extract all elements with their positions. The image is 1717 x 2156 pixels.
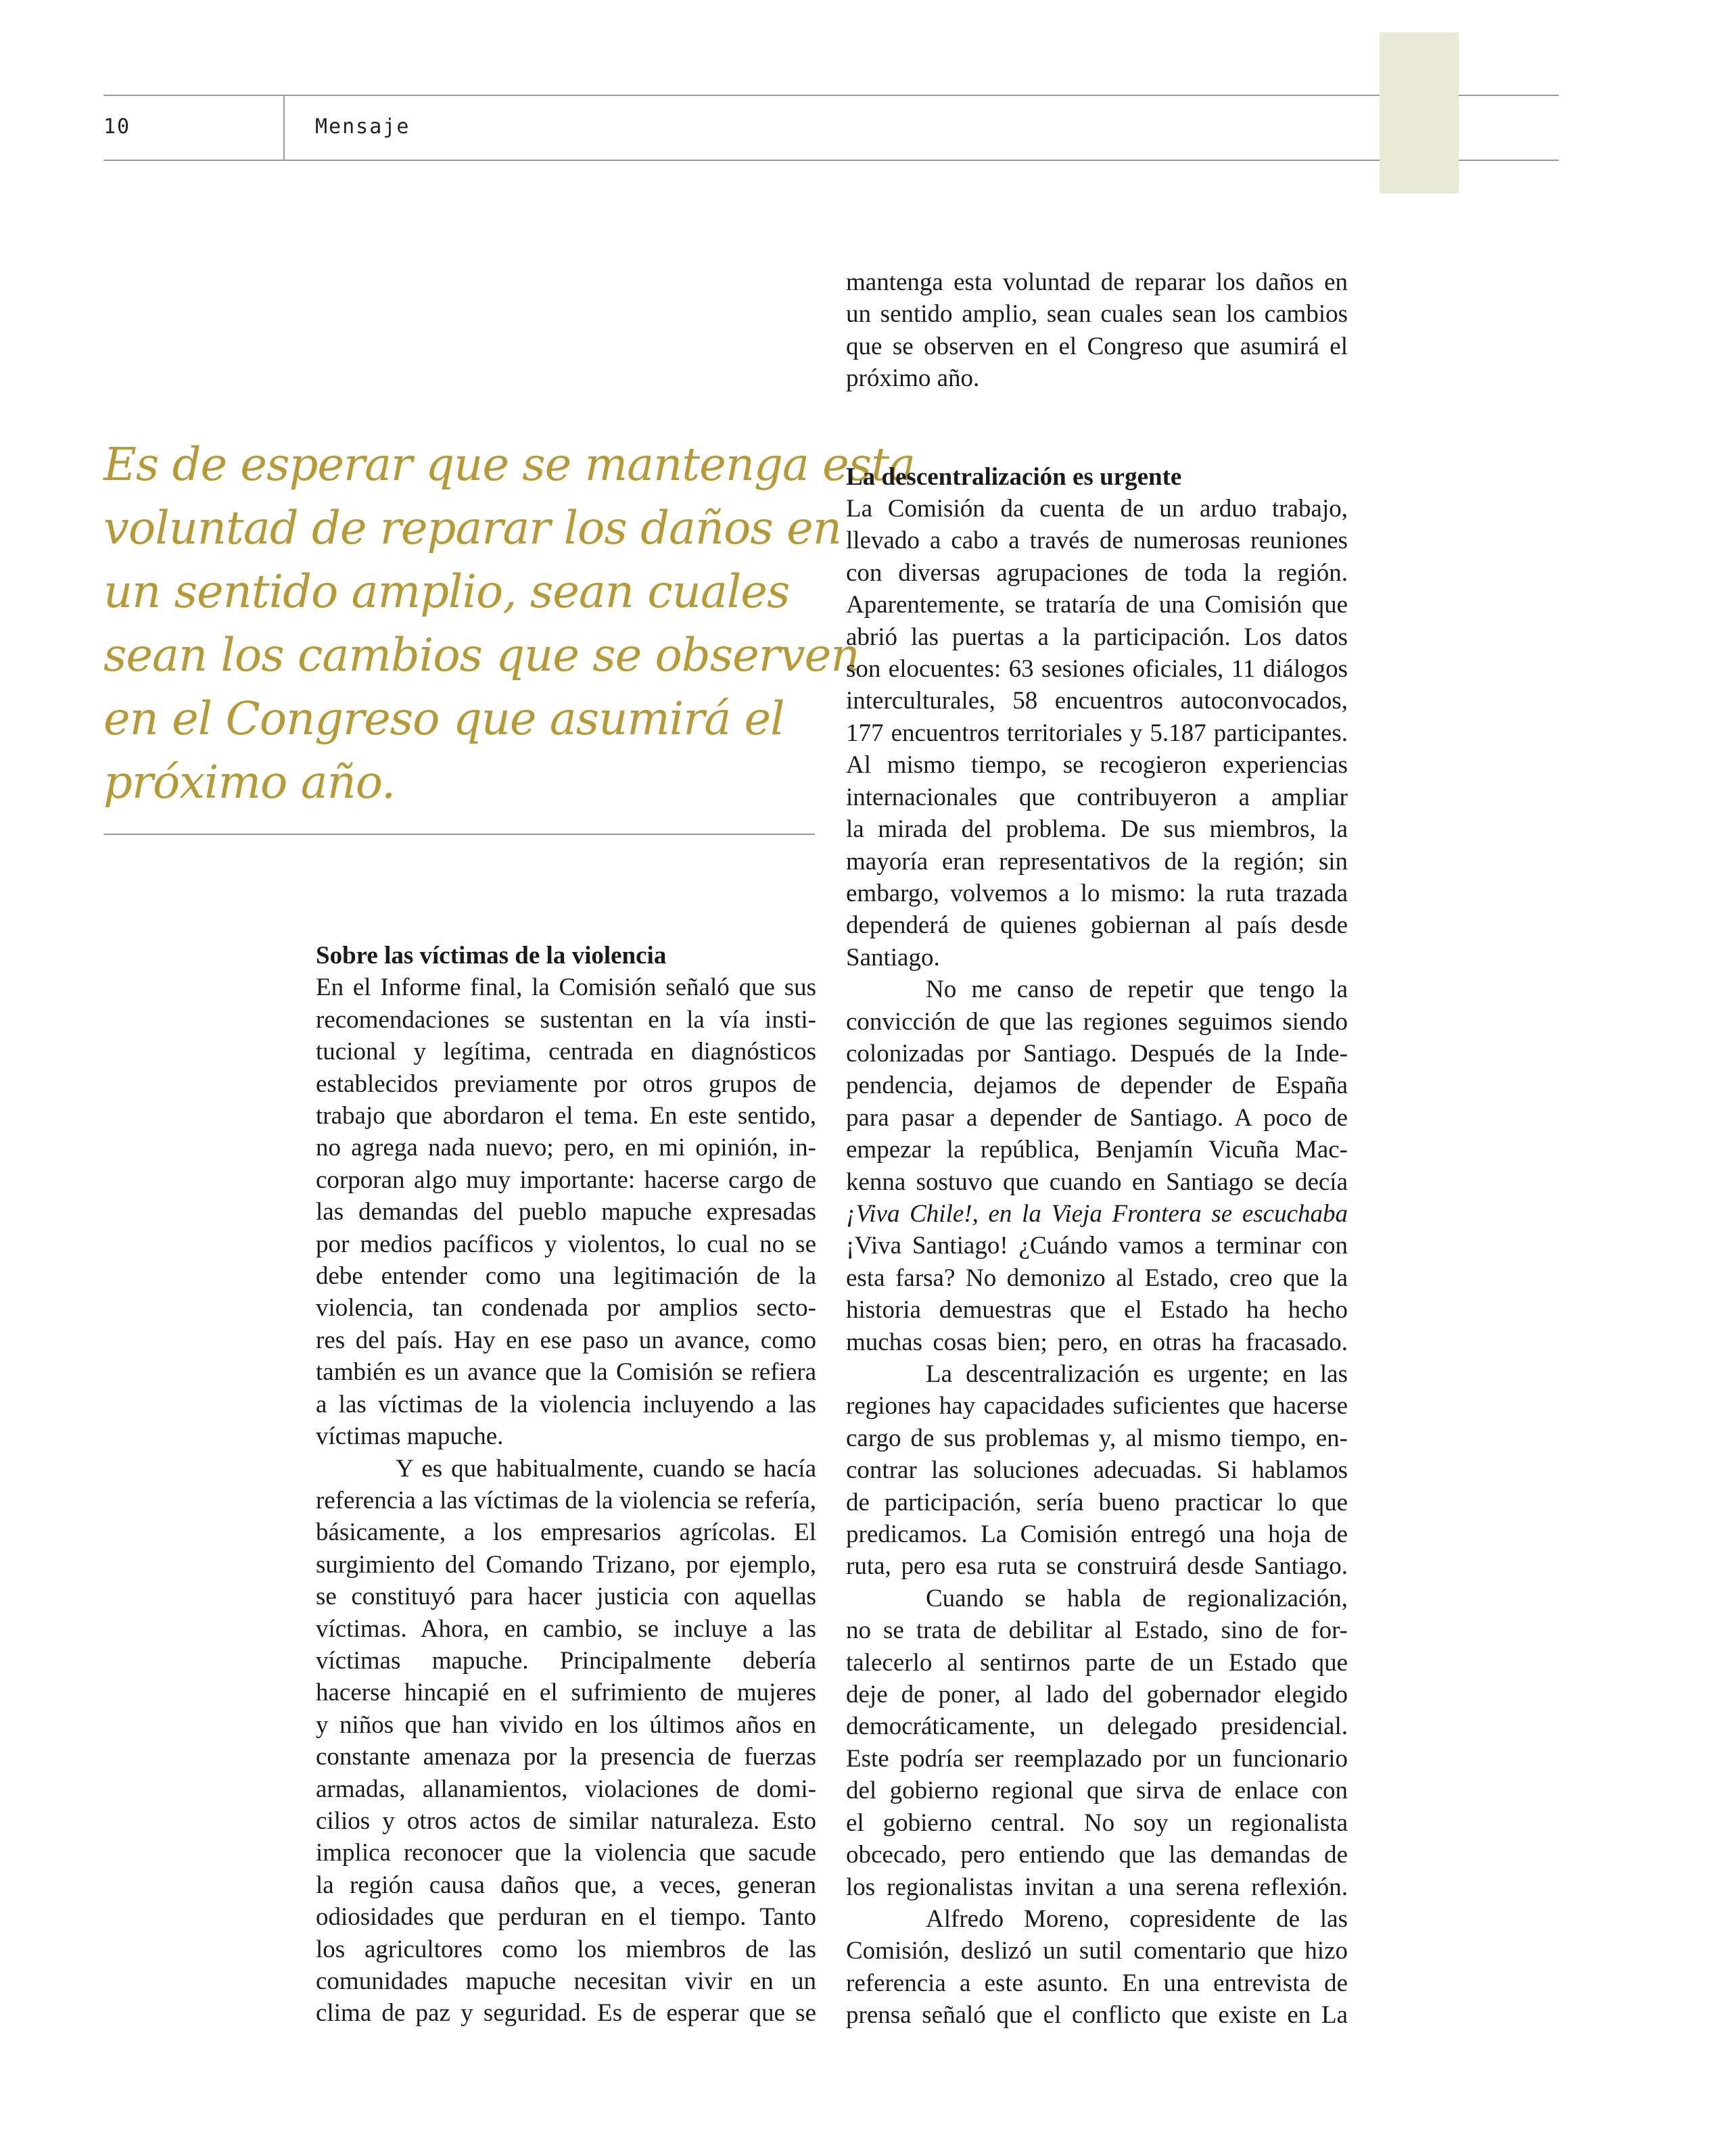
text-line: un sentido amplio, sean cuales sean los cambios [846,300,1348,329]
text-line: comunidades mapuche necesitan vivir en un [316,1967,816,1995]
text-line: ruta, pero esa ruta se construirá desde Santiago. [846,1552,1348,1581]
text-line: también es un avance que la Comisión se refiera [316,1358,816,1387]
text-line: abrió las puertas a la participación. Los datos [846,623,1348,651]
text-line: empezar la república, Benjamín Vicuña Mac- [846,1136,1348,1164]
text-line: son elocuentes: 63 sesiones oficiales, 11 diálogos [846,655,1348,684]
text-line: del gobierno regional que sirva de enlace con [846,1777,1348,1805]
text-line: deje de poner, al lado del gobernador elegido [846,1681,1348,1709]
text-line: res del país. Hay en ese paso un avance, como [316,1326,816,1354]
text-line: La descentralización es urgente; en las [926,1360,1348,1388]
pull-quote-line: un sentido amplio, sean cuales [103,565,790,618]
text-line: constante amenaza por la presencia de fuerzas [316,1743,816,1771]
text-line: Cuando se habla de regionalización, [926,1584,1348,1612]
text-line: que se observen en el Congreso que asumirá el [846,332,1348,360]
text-line: odiosidades que perduran en el tiempo. Tanto [316,1903,816,1932]
text-line: la región causa daños que, a veces, generan [316,1871,816,1899]
text-line: las demandas del pueblo mapuche expresadas [316,1198,816,1226]
text-line: democráticamente, un delegado presidencial. [846,1712,1348,1741]
text-line: por medios pacíficos y violentos, lo cual no se [316,1230,816,1258]
text-line: y niños que han vivido en los últimos años en [316,1710,816,1739]
text-line: surgimiento del Comando Trizano, por ejemplo, [316,1550,816,1579]
text-line: talecerlo al sentirnos parte de un Estado que [846,1648,1348,1677]
text-line: cargo de sus problemas y, al mismo tiempo, en- [846,1424,1348,1452]
page-number: 10 [103,115,131,139]
text-line: ¡Viva Santiago! ¿Cuándo vamos a terminar con [846,1232,1348,1260]
pull-quote-rule [103,834,815,835]
section-heading: Sobre las víctimas de la violencia [316,942,667,969]
text-line: con diversas agrupaciones de toda la región. [846,558,1348,587]
right-column [846,266,1348,2032]
text-line: básicamente, a los empresarios agrícolas. El [316,1518,816,1547]
text-line: el gobierno central. No soy un regionalista [846,1808,1348,1837]
text-line: contrar las soluciones adecuadas. Si hablamos [846,1456,1348,1485]
text-line: para pasar a depender de Santiago. A poco de [846,1103,1348,1132]
header-divider [283,95,285,161]
text-line: llevado a cabo a través de numerosas reuniones [846,527,1348,555]
text-line: mayoría eran representativos de la región; sin [846,847,1348,876]
text-line: establecidos previamente por otros grupos de [316,1070,816,1098]
text-line: historia demuestras que el Estado ha hecho [846,1296,1348,1324]
text-line: referencia a las víctimas de la violencia se refería, [316,1486,816,1514]
text-line: no agrega nada nuevo; pero, en mi opinión, in- [316,1134,816,1162]
pull-quote-line: sean los cambios que se observen [103,629,860,681]
header-bottom-rule [103,160,1559,161]
section-heading: La descentralización es urgente [846,462,1182,491]
text-line: corporan algo muy importante: hacerse cargo de [316,1166,816,1194]
header-top-rule [103,95,1559,96]
text-line: muchas cosas bien; pero, en otras ha fracasado. [846,1328,1348,1356]
text-line: de participación, sería bueno practicar lo que [846,1488,1348,1516]
text-line: mantenga esta voluntad de reparar los daños en [846,268,1348,296]
pull-quote-line: en el Congreso que asumirá el [103,692,784,745]
text-line: hacerse hincapié en el sufrimiento de mujeres [316,1679,816,1707]
pull-quote-line: próximo año. [103,756,396,809]
text-line: La Comisión da cuenta de un arduo trabajo, [846,495,1348,523]
text-line: los regionalistas invitan a una serena reflexión. [846,1873,1348,1901]
text-line: violencia, tan condenada por amplios secto- [316,1294,816,1322]
text-line: implica reconocer que la violencia que sacude [316,1839,816,1867]
text-line: víctimas mapuche. [316,1422,504,1451]
pull-quote [103,433,916,814]
text-line: obcecado, pero entiendo que las demandas de [846,1841,1348,1869]
text-line: predicamos. La Comisión entregó una hoja de [846,1520,1348,1549]
chapter-tab [1380,32,1459,193]
text-line: víctimas mapuche. Principalmente debería [316,1646,816,1675]
text-line: cilios y otros actos de similar naturaleza. Esto [316,1806,816,1835]
text-line: armadas, allanamientos, violaciones de domi- [316,1775,816,1803]
text-line: la mirada del problema. De sus miembros, la [846,815,1348,844]
text-line: tucional y legítima, centrada en diagnósticos [316,1038,816,1066]
text-line: internacionales que contribuyeron a ampliar [846,783,1348,811]
text-line: referencia a este asunto. En una entrevista de [846,1969,1348,1997]
text-line: embargo, volvemos a lo mismo: la ruta trazada [846,879,1348,907]
text-line: Comisión, deslizó un sutil comentario que hizo [846,1937,1348,1965]
text-line: esta farsa? No demonizo al Estado, creo que la [846,1264,1348,1292]
text-line: regiones hay capacidades suficientes que hacerse [846,1392,1348,1420]
text-line: Y es que habitualmente, cuando se hacía [396,1454,816,1483]
text-line: recomendaciones se sustentan en la vía insti- [316,1005,816,1034]
text-line: los agricultores como los miembros de las [316,1935,816,1963]
text-line: no se trata de debilitar al Estado, sino de for- [846,1616,1348,1645]
text-line: Aparentemente, se trataría de una Comisión que [846,591,1348,619]
text-line: se constituyó para hacer justicia con aquellas [316,1583,816,1611]
pull-quote-line: Es de esperar que se mantenga esta [103,438,916,491]
section-title: Mensaje [315,115,410,139]
text-line: ¡Viva Chile!, en la Vieja Frontera se escuchaba [846,1199,1348,1228]
pull-quote-line: voluntad de reparar los daños en [103,502,841,554]
text-line: No me canso de repetir que tengo la [926,976,1348,1004]
text-line: 177 encuentros territoriales y 5.187 participantes. [846,719,1348,747]
left-column [316,940,816,2030]
text-line: pendencia, dejamos de depender de España [846,1072,1348,1100]
text-line: trabajo que abordaron el tema. En este sentido, [316,1102,816,1130]
text-line: Alfredo Moreno, copresidente de las [926,1905,1348,1933]
text-line: Este podría ser reemplazado por un funcionario [846,1744,1348,1773]
text-line: kenna sostuvo que cuando en Santiago se decía [846,1168,1348,1196]
text-line: prensa señaló que el conflicto que existe en La [846,2001,1348,2030]
text-line: debe entender como una legitimación de la [316,1262,816,1291]
text-line: convicción de que las regiones seguimos siendo [846,1007,1348,1036]
text-line: próximo año. [846,364,980,393]
text-line: En el Informe final, la Comisión señaló que sus [316,974,816,1002]
text-line: víctimas. Ahora, en cambio, se incluye a las [316,1614,816,1643]
text-line: clima de paz y seguridad. Es de esperar que se [316,1999,816,2028]
text-line: Santiago. [846,943,940,972]
text-line: Al mismo tiempo, se recogieron experiencias [846,751,1348,780]
text-line: a las víctimas de la violencia incluyendo a las [316,1390,816,1418]
text-line: dependerá de quienes gobiernan al país desde [846,911,1348,940]
text-line: interculturales, 58 encuentros autoconvocados, [846,687,1348,715]
text-line: colonizadas por Santiago. Después de la Inde- [846,1039,1348,1068]
